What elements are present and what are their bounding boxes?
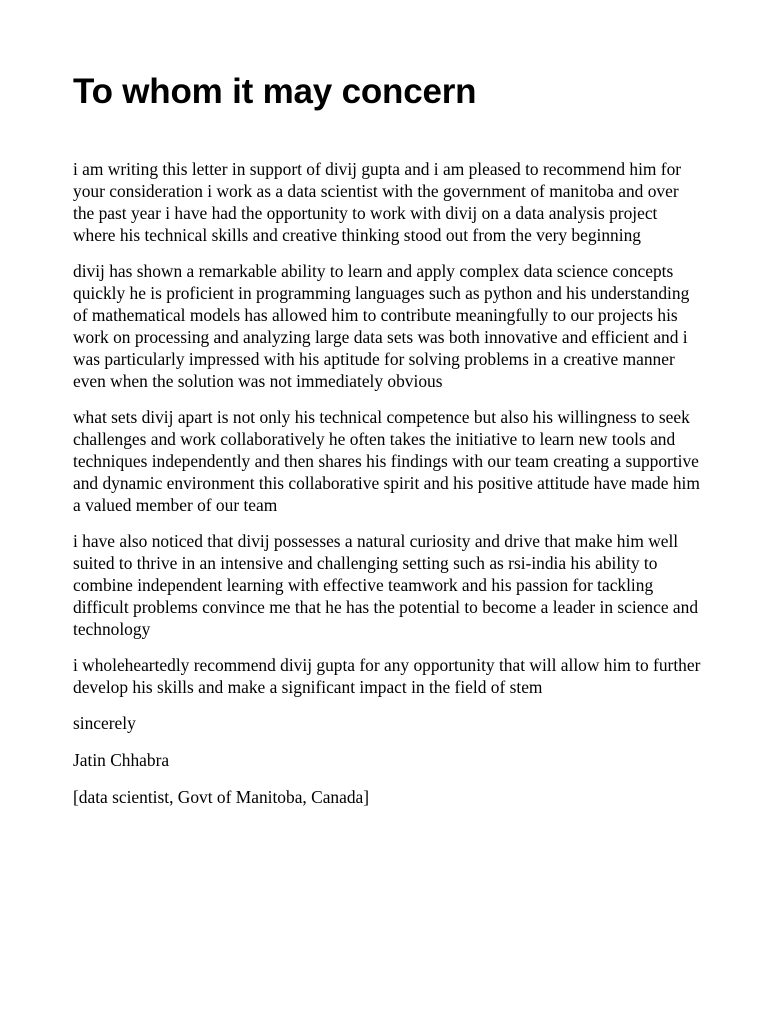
paragraph-potential: i have also noticed that divij possesses a natural curiosity and drive that make him well suited to thrive in an intensive and challenging setting such as rsi-india his ability to combine independent learning with effective teamwork and his passion for tackling difficult problems convince me that he has the potential to become a leader in science and technology <box>73 531 699 639</box>
signature-title: [data scientist, Govt of Manitoba, Canada] <box>73 787 370 807</box>
paragraph-introduction: i am writing this letter in support of divij gupta and i am pleased to recommend him for your consideration i work as a data scientist with the government of manitoba and over the past year i have had the opportunity to work with divij on a data analysis project where his technical skills and creative thinking stood out from the very beginning <box>73 159 682 245</box>
paragraph-recommendation: i wholeheartedly recommend divij gupta for any opportunity that will allow him to further develop his skills and make a significant impact in the field of stem <box>73 655 701 697</box>
paragraph-collaboration: what sets divij apart is not only his technical competence but also his willingness to seek challenges and work collaboratively he often takes the initiative to learn new tools and techniques independently and then shares his findings with our team creating a supportive and dynamic environment this collaborative spirit and his positive attitude have made him a valued member of our team <box>73 407 700 515</box>
signature-name: Jatin Chhabra <box>73 750 170 770</box>
paragraph-abilities: divij has shown a remarkable ability to learn and apply complex data science concepts quickly he is proficient in programming languages such as python and his understanding of mathematical models has allowed him to contribute meaningfully to our projects his work on processing and analyzing large data sets was both innovative and efficient and i was particularly impressed with his aptitude for solving problems in a creative manner even when the solution was not immediately obvious <box>73 261 690 391</box>
letter-title: To whom it may concern <box>73 72 477 111</box>
closing-salutation: sincerely <box>73 713 136 733</box>
letter-body <box>73 158 703 823</box>
